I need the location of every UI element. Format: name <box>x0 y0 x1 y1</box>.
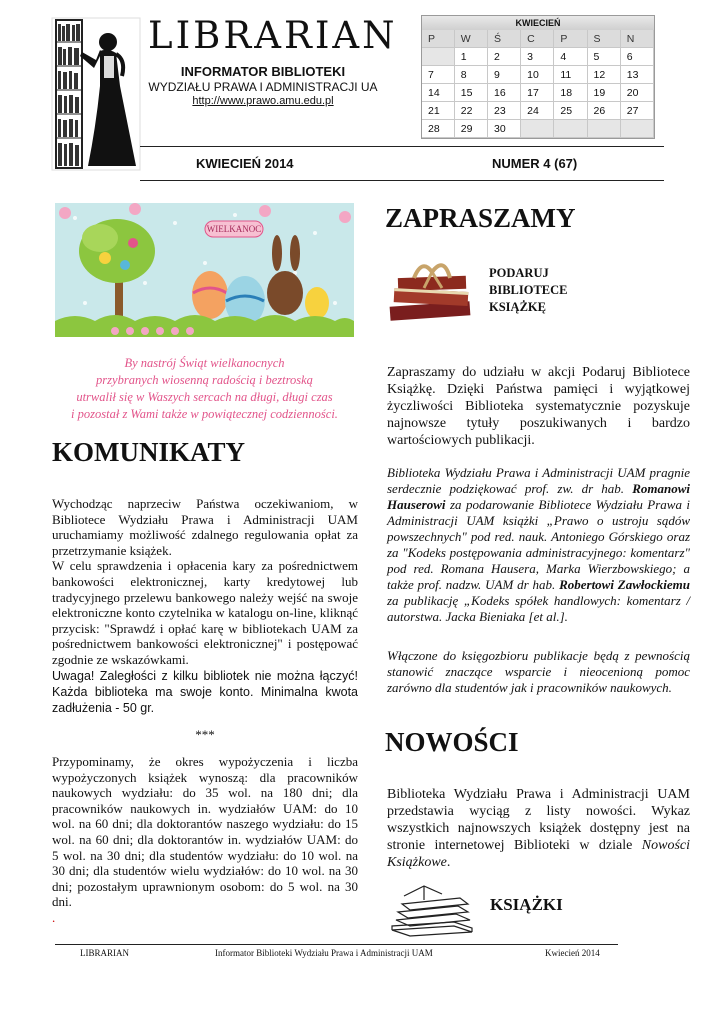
calendar-cell: 12 <box>587 66 620 84</box>
gift-books-icon <box>384 250 480 326</box>
calendar-cell: 15 <box>454 84 487 102</box>
department-name: WYDZIAŁU PRAWA I ADMINISTRACJI UA <box>148 80 378 94</box>
calendar-day-header: S <box>587 30 620 48</box>
banner-label: WIELKANOC <box>206 224 262 234</box>
calendar-cell: 17 <box>521 84 554 102</box>
loan-reminder <box>52 754 358 926</box>
calendar-cell: 28 <box>422 120 454 138</box>
thanks-text: za podarowanie Bibliotece Wydziału Prawa i Administracji UAM książki „Prawo o ustroju sądów powszechnych" pod red. nauk. Antoniego Górskiego oraz za "Kodeks postępowania administracyjnego: komentarz" pod red. Romana Hausera, Marka Wierzbowskiego; a także prof. nadzw. UAM dr hab. <box>387 497 690 592</box>
donation-closing: Włączone do księgozbioru publikacje będą z pewnością stanowić znaczące wsparcie i nieocenioną pomoc zarówno dla studentów jak i pracowników naukowych. <box>387 648 690 695</box>
calendar-cell: 8 <box>454 66 487 84</box>
calendar-cell: 16 <box>487 84 520 102</box>
calendar-cell: 23 <box>487 102 520 120</box>
calendar-cell <box>587 120 620 138</box>
thanks-text: Biblioteka Wydziału Prawa i Administracji UAM pragnie serdecznie podziękować prof. zw. dr hab. <box>387 465 690 496</box>
zapraszamy-intro: Zapraszamy do udziału w akcji Podaruj Bibliotece Książkę. Dzięki Państwa pamięci i wyjątkowej życzliwości Biblioteka systematycznie pozyskuje najnowsze tytuły poszukiwanych i bardzo wartościowych publikacji. <box>387 365 690 448</box>
issue-number: NUMER 4 (67) <box>492 156 578 171</box>
badge-line: BIBLIOTECE <box>489 283 568 297</box>
calendar-cell <box>554 120 587 138</box>
nowosci-body: Biblioteka Wydziału Prawa i Administracji UAM przedstawia wyciąg z listy nowości. Wykaz wszystkich najnowszych książek dostępny jest na stronie internetowej Biblioteki w dziale <box>387 787 690 853</box>
greeting-line: By nastrój Świąt wielkanocnych <box>124 356 285 370</box>
calendar-widget <box>421 15 655 139</box>
loan-reminder-text: Przypominamy, że okres wypożyczenia i liczba wypożyczonych książek wynoszą: dla pracowników naukowych wydziału: do 35 wol. na 180 dni; dla pracowników naukowych in. wydziałów UAM: do 10 wol. na 60 dni; dla doktorantów naszego wydziału: do 15 wol. na 60 dni; dla doktorantów in. wydziałów UAM: do 5 wol. na 30 dni; dla studentów wydziału: do 10 wol. na 30 dni; dla studentów wielu wydziałów: do 10 wol. na 30 dni; pozostałym uprawnionym osobom: do 5 wol. na 30 dni. <box>52 754 358 910</box>
calendar-cell: 14 <box>422 84 454 102</box>
komunikaty-heading: KOMUNIKATY <box>52 437 245 467</box>
komunikaty-paragraph: W celu sprawdzenia i opłacenia kary za pośrednictwem bankowości elektronicznej, karty kredytowej lub tradycyjnego przelewu bankowego należy wejść na swoje elektroniczne konto czytelnika w katalogu on-line, kliknąć przycisk: "Sprawdź i opłać karę w bibliotekach UAM za pośrednictwem bankowości elektronicznej" i postępować zgodnie ze wskazówkami. <box>52 558 358 667</box>
calendar-day-header: Ś <box>487 30 520 48</box>
thanks-text: za publikację „Kodeks spółek handlowych: komentarz / autorstwa. Jacka Bieniaka [et al.]. <box>387 593 690 624</box>
footer-center: Informator Biblioteki Wydziału Prawa i Administracji UAM <box>215 948 433 958</box>
nowosci-text <box>387 786 690 871</box>
calendar-cell: 4 <box>554 48 587 66</box>
zapraszamy-heading: ZAPRASZAMY <box>385 203 576 233</box>
calendar-day-header: P <box>554 30 587 48</box>
calendar-cell: 13 <box>620 66 653 84</box>
calendar-cell: 30 <box>487 120 520 138</box>
calendar-cell: 21 <box>422 102 454 120</box>
calendar-cell: 24 <box>521 102 554 120</box>
easter-banner <box>55 203 354 337</box>
loan-reminder-end: . <box>52 909 56 925</box>
calendar-cell <box>422 48 454 66</box>
calendar-cell: 20 <box>620 84 653 102</box>
donor-name: Robertowi Zawłockiemu <box>559 577 690 592</box>
komunikaty-body <box>52 496 358 716</box>
calendar-cell: 2 <box>487 48 520 66</box>
calendar-cell: 22 <box>454 102 487 120</box>
header-rule-top <box>140 146 664 147</box>
calendar-day-header: C <box>521 30 554 48</box>
badge-line: KSIĄŻKĘ <box>489 300 546 314</box>
greeting-line: utrwalił się w Waszych sercach na długi, długi czas <box>76 390 333 404</box>
header-rule-bottom <box>140 180 664 181</box>
donation-thanks <box>387 465 690 625</box>
footer-rule <box>55 944 618 945</box>
calendar-day-header: N <box>620 30 653 48</box>
newsletter-subtitle: INFORMATOR BIBLIOTEKI <box>180 64 346 79</box>
calendar-grid <box>422 30 654 138</box>
calendar-cell: 5 <box>587 48 620 66</box>
greeting-line: przybranych wiosenną radością i beztroską <box>96 373 313 387</box>
librarian-illustration <box>50 16 142 172</box>
newsletter-title: LIBRARIAN <box>148 14 398 57</box>
calendar-cell: 18 <box>554 84 587 102</box>
calendar-cell <box>521 120 554 138</box>
donate-book-badge <box>489 265 568 316</box>
greeting-line: i pozostał z Wami także w powiątecznej codzienności. <box>71 407 338 421</box>
website-link[interactable]: http://www.prawo.amu.edu.pl <box>192 95 334 107</box>
donor-name: Romanowi Hauserowi <box>387 481 690 512</box>
calendar-month: KWIECIEŃ <box>422 16 654 30</box>
books-stack-icon <box>384 884 480 938</box>
calendar-cell: 11 <box>554 66 587 84</box>
calendar-day-header: W <box>454 30 487 48</box>
issue-date: KWIECIEŃ 2014 <box>196 156 294 171</box>
badge-line: PODARUJ <box>489 266 549 280</box>
footer-left: LIBRARIAN <box>80 948 129 958</box>
nowosci-heading: NOWOŚCI <box>385 727 519 757</box>
section-separator: *** <box>195 727 215 742</box>
new-books-link[interactable]: Nowości Książkowe <box>387 838 690 870</box>
nowosci-end: . <box>446 855 451 870</box>
footer-right: Kwiecień 2014 <box>545 948 600 958</box>
calendar-cell: 29 <box>454 120 487 138</box>
calendar-cell: 26 <box>587 102 620 120</box>
calendar-day-header: P <box>422 30 454 48</box>
calendar-cell: 9 <box>487 66 520 84</box>
easter-greeting <box>55 355 354 423</box>
calendar-cell: 10 <box>521 66 554 84</box>
calendar-cell: 3 <box>521 48 554 66</box>
calendar-cell: 1 <box>454 48 487 66</box>
calendar-cell: 19 <box>587 84 620 102</box>
komunikaty-notice: Uwaga! Zaległości z kilku bibliotek nie można łączyć! Każda biblioteka ma swoje konto. Minimalna kwota zadłużenia - 50 gr. <box>52 668 358 715</box>
calendar-cell <box>620 120 653 138</box>
calendar-cell: 25 <box>554 102 587 120</box>
calendar-cell: 7 <box>422 66 454 84</box>
calendar-cell: 6 <box>620 48 653 66</box>
komunikaty-paragraph: Wychodząc naprzeciw Państwa oczekiwaniom, w Bibliotece Wydziału Prawa i Administracji UAM uruchamiamy możliwość zdalnego regulowania opłat za przetrzymanie książek. <box>52 496 358 558</box>
ksiazki-subheading: KSIĄŻKI <box>490 895 563 914</box>
calendar-cell: 27 <box>620 102 653 120</box>
